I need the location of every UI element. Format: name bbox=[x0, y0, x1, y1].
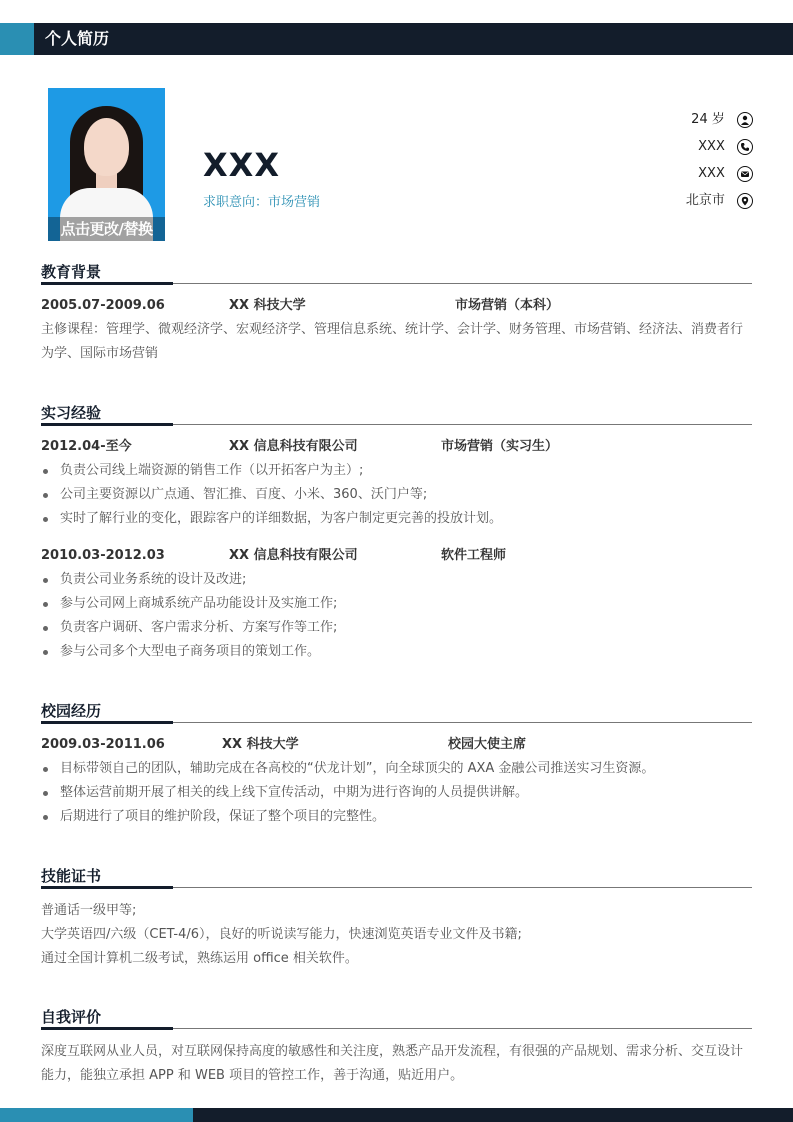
education-school: XX 科技大学 bbox=[229, 298, 306, 313]
skill-line: 通过全国计算机二级考试，熟练运用 office 相关软件。 bbox=[41, 951, 358, 966]
list-item: 参与公司多个大型电子商务项目的策划工作。 bbox=[41, 640, 752, 664]
job-role: 市场营销（实习生） bbox=[441, 439, 559, 454]
section-divider bbox=[41, 1028, 752, 1029]
campus-date: 2009.03-2011.06 bbox=[41, 737, 165, 752]
list-item: 参与公司网上商城系统产品功能设计及实施工作; bbox=[41, 592, 752, 616]
campus-school: XX 科技大学 bbox=[222, 737, 299, 752]
list-item: 后期进行了项目的维护阶段，保证了整个项目的完整性。 bbox=[41, 805, 752, 829]
job-date: 2012.04-至今 bbox=[41, 439, 132, 454]
education-courses: 主修课程：管理学、微观经济学、宏观经济学、管理信息系统、统计学、会计学、财务管理、市场营销、经济法、消费者行为学、国际市场营销 bbox=[41, 322, 744, 361]
mail-icon bbox=[737, 166, 753, 182]
section-divider bbox=[41, 424, 752, 425]
job-duties bbox=[41, 568, 752, 664]
section-title-campus: 校园经历 bbox=[41, 702, 102, 720]
age-text: 24 岁 bbox=[691, 112, 725, 127]
header-bar bbox=[0, 23, 793, 55]
footer-bar bbox=[0, 1108, 793, 1122]
phone-icon bbox=[737, 139, 753, 155]
location-icon bbox=[737, 193, 753, 209]
resume-title: 个人简历 bbox=[45, 29, 110, 48]
section-divider bbox=[41, 283, 752, 284]
list-item: 负责客户调研、客户需求分析、方案写作等工作; bbox=[41, 616, 752, 640]
header-accent bbox=[0, 23, 34, 55]
campus-role: 校园大使主席 bbox=[448, 737, 527, 752]
job-intent: 求职意向：市场营销 bbox=[203, 195, 321, 210]
education-major: 市场营销（本科） bbox=[455, 298, 560, 313]
skill-line: 大学英语四/六级（CET-4/6），良好的听说读写能力，快速浏览英语专业文件及书籍; bbox=[41, 927, 522, 942]
section-divider bbox=[41, 887, 752, 888]
photo-face bbox=[84, 118, 129, 176]
job-role: 软件工程师 bbox=[441, 548, 507, 563]
section-title-education: 教育背景 bbox=[41, 263, 102, 281]
job-date: 2010.03-2012.03 bbox=[41, 548, 165, 563]
photo-change-caption[interactable]: 点击更改/替换 bbox=[48, 217, 165, 241]
candidate-name: XXX bbox=[203, 146, 281, 184]
skills-list bbox=[41, 899, 752, 971]
contact-age bbox=[553, 110, 753, 130]
education-date: 2005.07-2009.06 bbox=[41, 298, 165, 313]
list-item: 公司主要资源以广点通、智汇推、百度、小米、360、沃门户等; bbox=[41, 483, 752, 507]
list-item: 目标带领自己的团队，辅助完成在各高校的“伏龙计划”，向全球顶尖的 AXA 金融公司推送实习生资源。 bbox=[41, 757, 752, 781]
list-item: 实时了解行业的变化，跟踪客户的详细数据，为客户制定更完善的投放计划。 bbox=[41, 507, 752, 531]
job-company: XX 信息科技有限公司 bbox=[229, 439, 358, 454]
job-company: XX 信息科技有限公司 bbox=[229, 548, 358, 563]
email-text: XXX bbox=[698, 166, 725, 181]
list-item: 负责公司业务系统的设计及改进; bbox=[41, 568, 752, 592]
profile-photo[interactable] bbox=[48, 88, 165, 241]
job-duties bbox=[41, 459, 752, 531]
section-divider bbox=[41, 722, 752, 723]
campus-duties bbox=[41, 757, 752, 829]
footer-accent bbox=[0, 1108, 193, 1122]
contact-email bbox=[553, 164, 753, 184]
list-item: 整体运营前期开展了相关的线上线下宣传活动，中期为进行咨询的人员提供讲解。 bbox=[41, 781, 752, 805]
contact-phone bbox=[553, 137, 753, 157]
section-title-internship: 实习经验 bbox=[41, 404, 102, 422]
phone-text: XXX bbox=[698, 139, 725, 154]
skill-line: 普通话一级甲等; bbox=[41, 903, 137, 918]
section-title-skills: 技能证书 bbox=[41, 867, 102, 885]
contact-location bbox=[553, 191, 753, 211]
list-item: 负责公司线上端资源的销售工作（以开拓客户为主）; bbox=[41, 459, 752, 483]
section-title-self-eval: 自我评价 bbox=[41, 1008, 102, 1026]
self-eval-text: 深度互联网从业人员，对互联网保持高度的敏感性和关注度，熟悉产品开发流程，有很强的产品规划、需求分析、交互设计能力，能独立承担 APP 和 WEB 项目的管控工作，善于沟通，贴近用户。 bbox=[41, 1044, 744, 1083]
location-text: 北京市 bbox=[685, 193, 725, 208]
user-icon bbox=[737, 112, 753, 128]
